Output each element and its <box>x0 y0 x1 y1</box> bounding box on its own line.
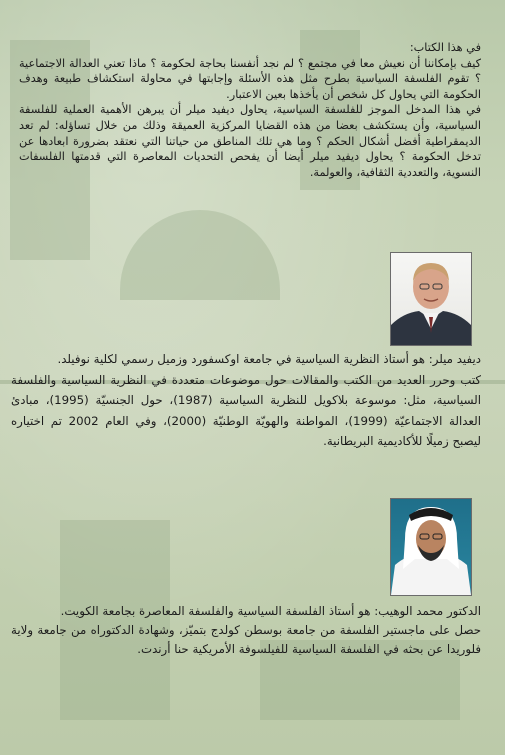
background-arch <box>120 210 280 300</box>
description-paragraph-1: كيف بإمكاننا أن نعيش معا في مجتمع ؟ لم نجد أنفسنا بحاجة لحكومة ؟ ماذا تعني العدالة الاجتماعية ؟ تقوم الفلسفة السياسية بطرح مثل هذه الأسئلة وإجابتها في محاولة استكشاف طبيعة وهدف الحكومة التي يحاول كل شخص أن يأخذها بعين الاعتبار. <box>19 56 481 101</box>
book-description <box>19 40 481 180</box>
wahaib-bio-paragraph-1: الدكتور محمد الوهيب: هو أستاذ الفلسفة السياسية والفلسفة المعاصرة بجامعة الكويت. <box>60 604 481 618</box>
description-paragraph-2: في هذا المدخل الموجز للفلسفة السياسية، يحاول ديفيد ميلر أن يبرهن الأهمية العملية للفلسفة السياسية، وأن يستكشف بعضا من هذه القضايا المركزية العميقة وذلك من خلال تساؤله: لم تعد الديمقراطية أفضل أشكال الحكم ؟ وما هي تلك المناطق من حياتنا التي نعتقد بضرورة ابعادها عن تدخل الحكومة ؟ يحاول ديفيد ميلر أيضا أن يفحص التحديات المعاصرة التي قدمتها الفلسفات النسوية، والتعددية الثقافية، والعولمة. <box>19 103 481 179</box>
translator-bio-wahaib <box>11 602 481 659</box>
wahaib-bio-paragraph-2: حصل على ماجستير الفلسفة من جامعة بوسطن كولدج بتميّز، وشهادة الدكتوراه من جامعة ولاية فلوريدا عن بحثه في الفلسفة السياسية للفيلسوفة الأمريكية حنا أرندت. <box>11 623 481 656</box>
miller-bio-paragraph-2: كتب وحرر العديد من الكتب والمقالات حول موضوعات متعددة في النظرية السياسية والفلسفة السياسية، مثل: موسوعة بلاكويل للنظرية السياسية (1987)، حول الجنسيّة (1995)، مبادئ العدالة الاجتماعيّة (1999)، المواطنة والهويّة الوطنيّة (2000)، وفي العام 2002 تم اختياره ليصبح زميلًا للأكاديمية البريطانية. <box>11 372 481 448</box>
author-photo-miller <box>390 252 472 346</box>
description-heading: في هذا الكتاب: <box>409 41 481 54</box>
author-portrait-miller <box>391 253 471 345</box>
translator-portrait-wahaib <box>391 499 471 595</box>
translator-photo-wahaib <box>390 498 472 596</box>
miller-bio-paragraph-1: ديفيد ميلر: هو أستاذ النظرية السياسية في جامعة اوكسفورد وزميل رسمي لكلية نوفيلد. <box>57 352 481 366</box>
author-bio-miller <box>11 349 481 452</box>
